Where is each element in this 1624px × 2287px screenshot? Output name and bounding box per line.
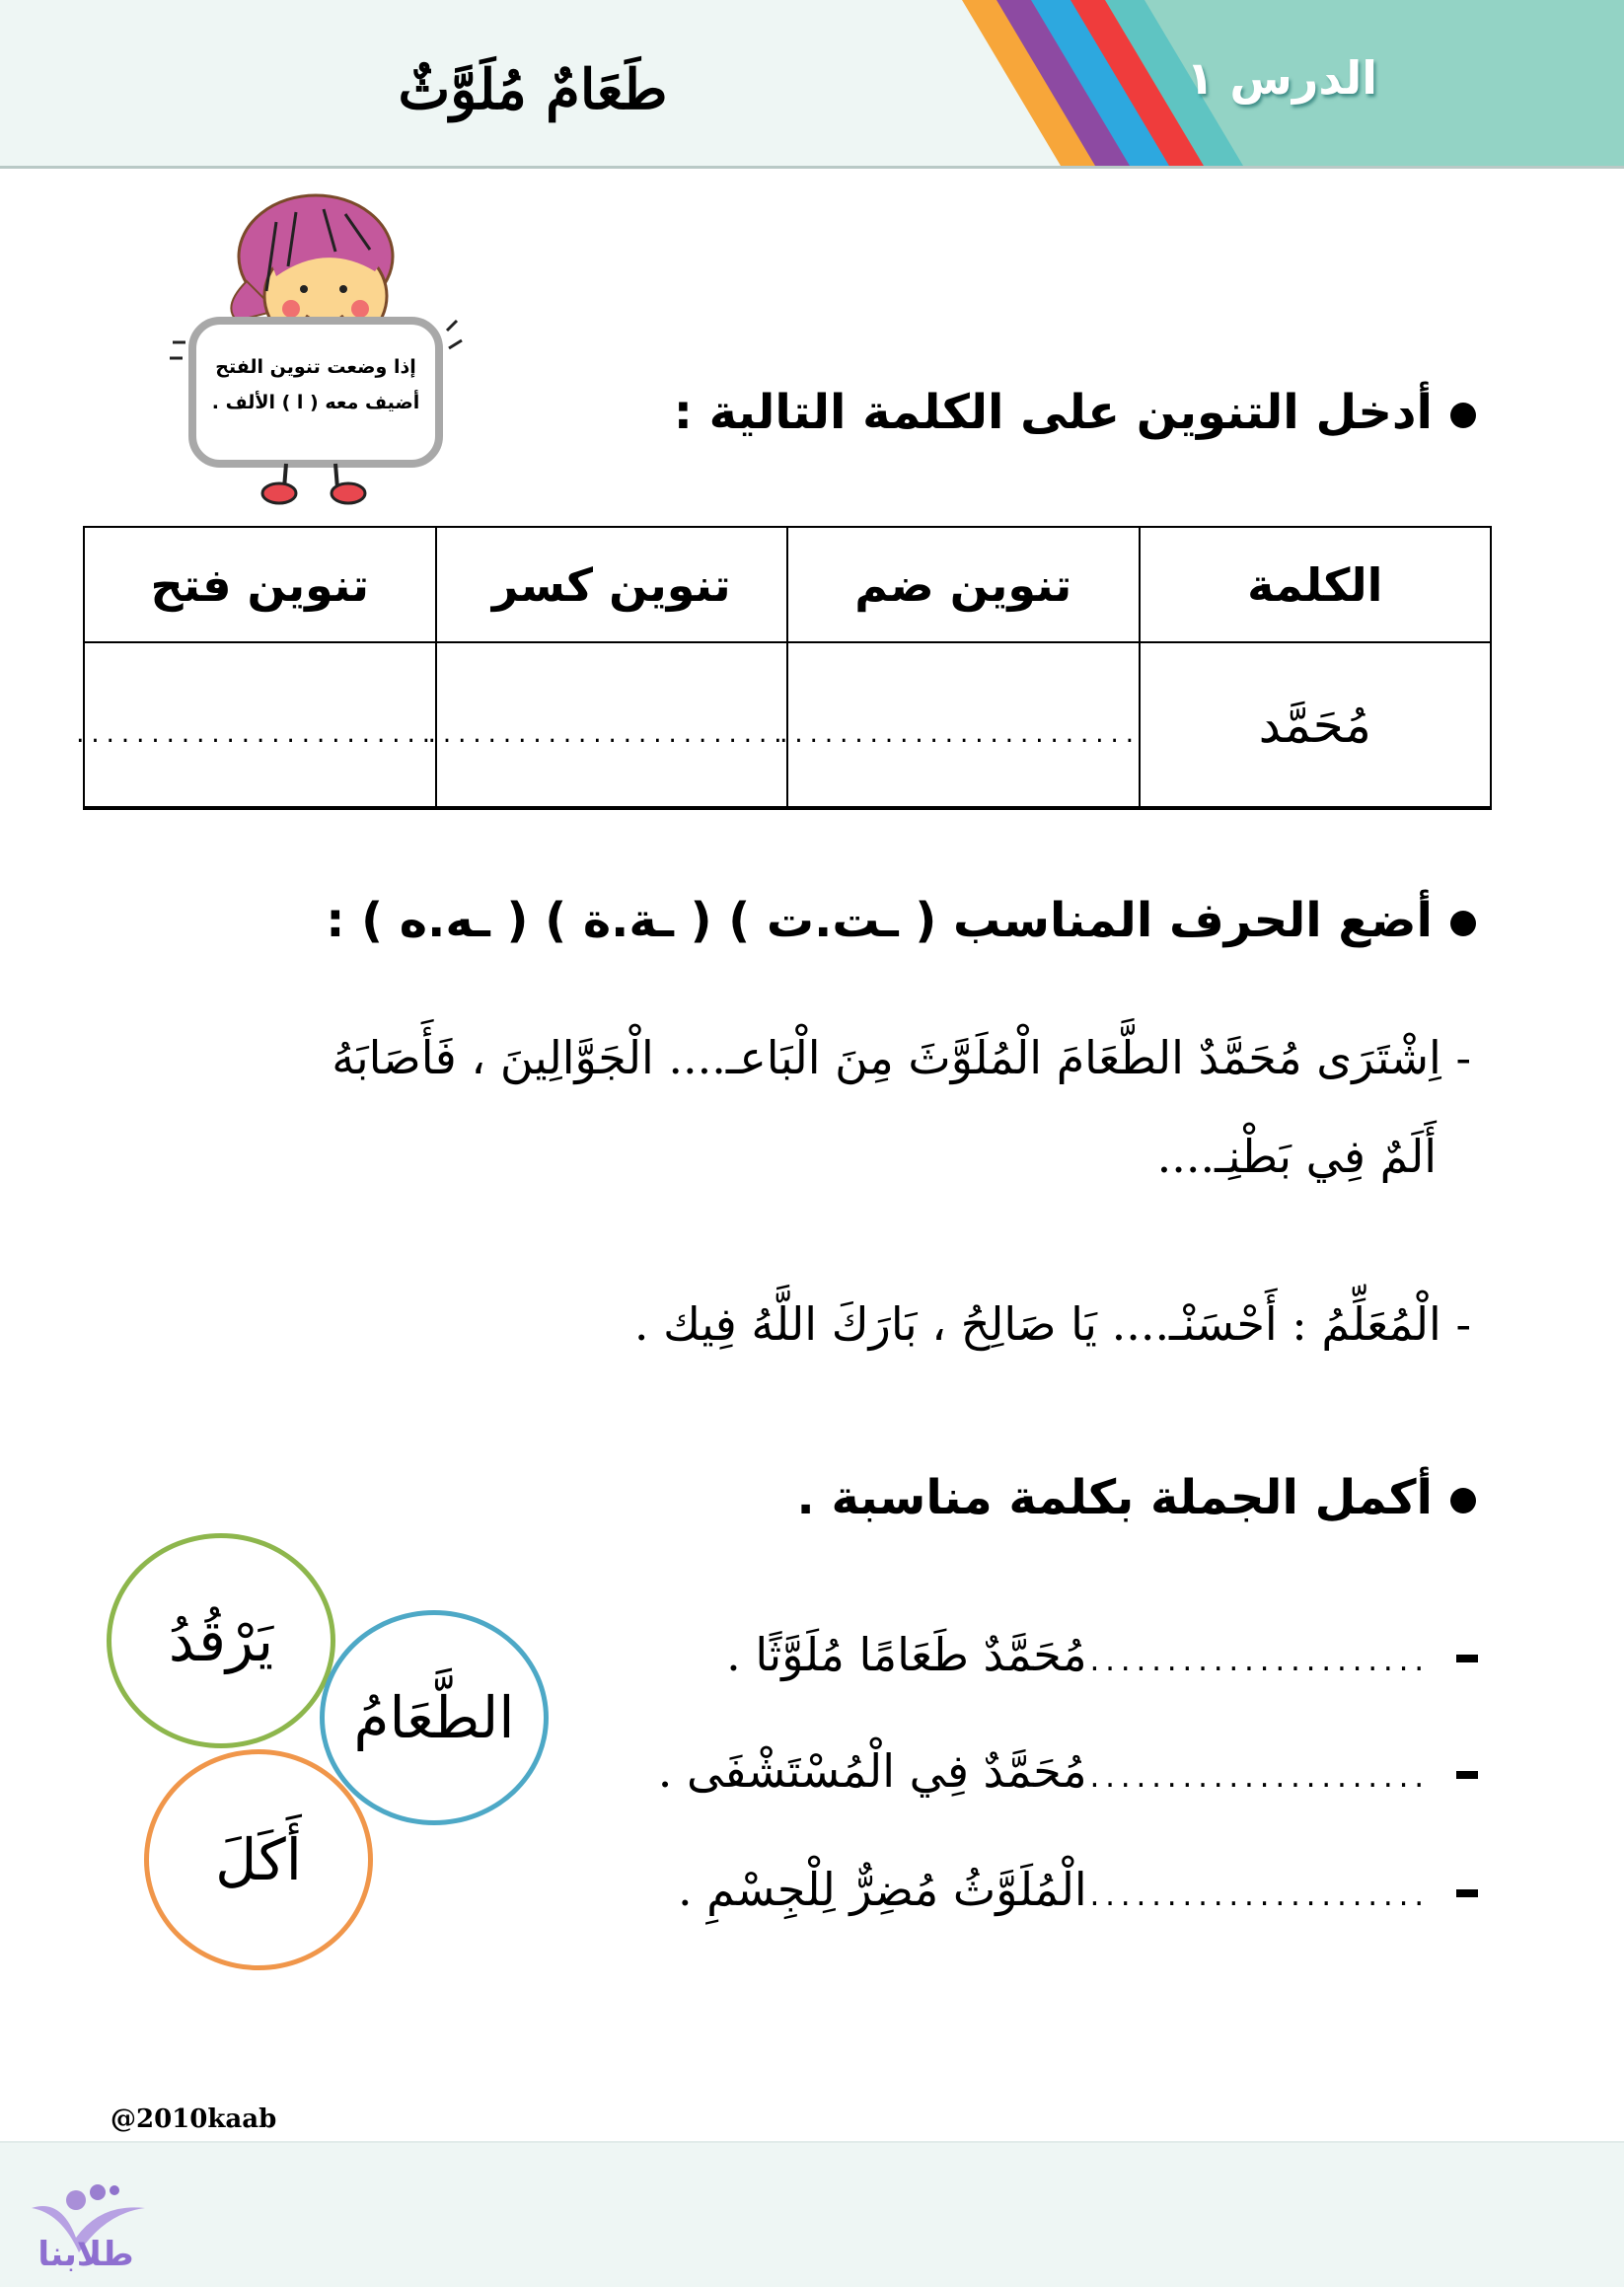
section-1-heading-text: أدخل التنوين على الكلمة التالية : bbox=[673, 385, 1433, 440]
word-bank-circle bbox=[107, 1533, 335, 1748]
mascot-tip-line-1: إذا وضعت تنوين الفتح bbox=[215, 356, 416, 378]
table-header-cell: تنوين كسر bbox=[436, 527, 788, 642]
blank-answer[interactable]: ...................... bbox=[1086, 1764, 1427, 1794]
word-bank-circle bbox=[144, 1749, 373, 1970]
bullet-icon bbox=[1450, 1488, 1476, 1513]
table-cell-blank[interactable] bbox=[776, 642, 1140, 808]
dash-marker bbox=[1456, 1771, 1478, 1779]
fill-in-item bbox=[726, 1628, 1478, 1681]
fill-in-item bbox=[658, 1744, 1478, 1798]
blank-answer[interactable]: ........................ bbox=[425, 722, 786, 748]
blank-answer[interactable]: ...................... bbox=[1086, 1882, 1427, 1912]
table-header-cell: تنوين فتح bbox=[84, 527, 436, 642]
table-header-row bbox=[84, 527, 1491, 642]
section-1-heading bbox=[674, 385, 1476, 440]
section-2-heading-text: أضع الحرف المناسب ( ـت.ت ) ( ـة.ة ) ( ـه.ه ) : bbox=[326, 893, 1433, 948]
talabuna-logo-icon bbox=[22, 2178, 150, 2273]
dash-marker bbox=[1456, 1655, 1478, 1662]
dash-marker bbox=[1456, 1889, 1478, 1897]
footer-band bbox=[0, 2141, 1624, 2287]
mascot-shoe-right bbox=[332, 483, 365, 503]
bullet-icon bbox=[1450, 403, 1476, 428]
header-banner bbox=[0, 0, 1624, 169]
table-cell-blank[interactable] bbox=[425, 642, 788, 808]
logo-text: طلابنا bbox=[37, 2235, 134, 2273]
table-cell-blank[interactable] bbox=[73, 642, 436, 808]
word-bank-word: أَكَلَ bbox=[215, 1826, 302, 1893]
section-2-heading bbox=[326, 893, 1476, 948]
fill-in-item bbox=[678, 1863, 1478, 1916]
mascot-tip-note bbox=[192, 316, 439, 454]
mascot-shoe-left bbox=[262, 483, 296, 503]
blank-answer[interactable]: ........................ bbox=[776, 722, 1139, 748]
table-header-cell: الكلمة bbox=[1140, 527, 1492, 642]
bullet-icon bbox=[1450, 911, 1476, 936]
exercise-sentence-continuation: أَلَمٌ فِي بَطْنِـ.... bbox=[1156, 1130, 1437, 1183]
lesson-title: طَعَامٌ مُلَوَّثٌ bbox=[398, 57, 668, 122]
section-3-heading bbox=[797, 1470, 1476, 1525]
word-bank-word: الطَّعَامُ bbox=[353, 1684, 515, 1751]
fill-in-text: مُحَمَّدٌ طَعَامًا مُلَوَّثًا . bbox=[726, 1628, 1087, 1681]
section-3-heading-text: أكمل الجملة بكلمة مناسبة . bbox=[796, 1470, 1433, 1525]
lesson-number-label: الدرس ١ bbox=[1186, 51, 1377, 105]
exercise-sentence: - الْمُعَلِّمُ : أَحْسَنْـ.... يَا صَالِحُ ، بَارَكَ اللَّهُ فِيك . bbox=[633, 1297, 1471, 1351]
word-bank-word: يَرْقُدُ bbox=[168, 1607, 274, 1674]
fill-in-text: الْمُلَوَّثُ مُضِرٌّ لِلْجِسْمِ . bbox=[677, 1863, 1087, 1916]
table-row bbox=[84, 642, 1491, 808]
fill-in-text: مُحَمَّدٌ فِي الْمُسْتَشْفَى . bbox=[657, 1744, 1087, 1798]
mascot-eye-right bbox=[339, 285, 347, 293]
header-stripes bbox=[0, 0, 1624, 166]
blank-answer[interactable]: ...................... bbox=[1086, 1648, 1427, 1677]
mascot-tip-line-2: أضيف معه ( ا ) الألف . bbox=[211, 392, 420, 413]
table-header-cell: تنوين ضم bbox=[787, 527, 1140, 642]
exercise-sentence: - اِشْتَرَى مُحَمَّدٌ الطَّعَامَ الْمُلَوَّثَ مِنَ الْبَاعـ.... الْجَوَّالِينَ ، فَأَصَابَهُ bbox=[332, 1031, 1471, 1084]
word-bank-circle bbox=[320, 1610, 549, 1825]
tanween-table bbox=[73, 526, 1492, 810]
mascot-eye-left bbox=[300, 285, 308, 293]
blank-answer[interactable]: ........................ bbox=[73, 722, 435, 748]
author-credit: @2010kaab bbox=[111, 2104, 277, 2134]
table-cell-word: مُحَمَّد bbox=[1140, 642, 1492, 808]
